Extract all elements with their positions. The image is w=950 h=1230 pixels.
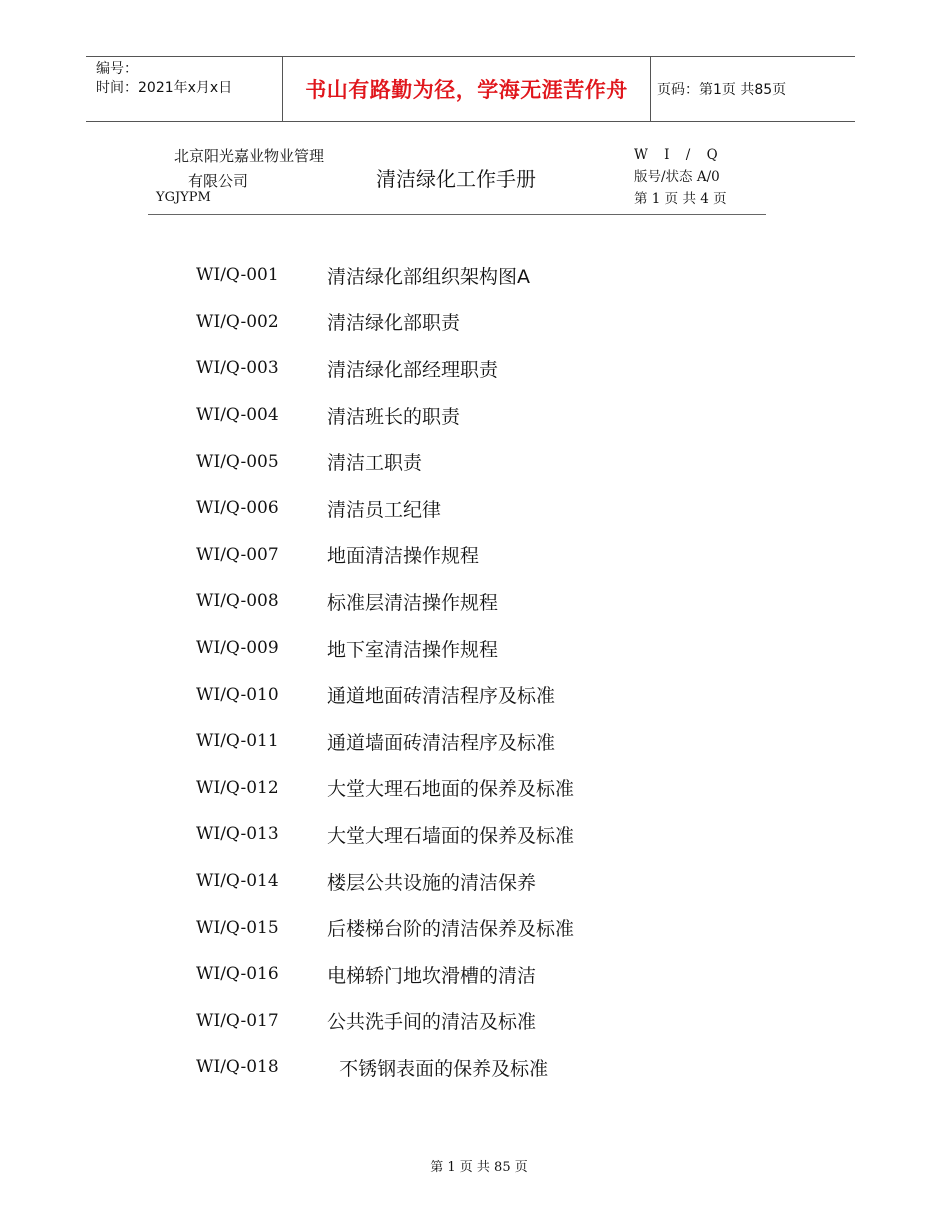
toc-code: WI/Q-006 bbox=[196, 498, 279, 519]
toc-row bbox=[196, 1044, 574, 1091]
motto: 书山有路勤为径，学海无涯苦作舟 bbox=[305, 78, 628, 102]
toc-row bbox=[196, 299, 574, 346]
toc-row bbox=[196, 252, 574, 299]
company-line-2: 有限公司 bbox=[188, 172, 249, 190]
page-code: 页码：第1页 共85页 bbox=[657, 82, 787, 98]
toc-code: WI/Q-017 bbox=[196, 1010, 279, 1031]
company-line-1: 北京阳光嘉业物业管理 bbox=[174, 147, 325, 165]
header-divider bbox=[148, 214, 766, 215]
header-motto-cell bbox=[283, 57, 651, 121]
toc-title: 清洁绿化部组织架构图A bbox=[327, 265, 530, 288]
toc-row bbox=[196, 392, 574, 439]
toc-title: 通道地面砖清洁程序及标准 bbox=[327, 685, 556, 708]
toc-title: 清洁绿化部职责 bbox=[327, 312, 461, 335]
toc-title: 清洁工职责 bbox=[327, 452, 423, 475]
toc-title: 清洁班长的职责 bbox=[327, 405, 461, 428]
header-table bbox=[86, 56, 855, 122]
toc-row bbox=[196, 765, 574, 812]
toc-code: WI/Q-012 bbox=[196, 777, 279, 798]
toc-title: 地面清洁操作规程 bbox=[327, 545, 480, 568]
toc-code: WI/Q-004 bbox=[196, 405, 279, 426]
toc-code: WI/Q-007 bbox=[196, 544, 279, 565]
doc-version: 版号/状态 A/0 bbox=[634, 169, 720, 185]
manual-title: 清洁绿化工作手册 bbox=[376, 167, 536, 191]
toc-code: WI/Q-003 bbox=[196, 358, 279, 379]
time-label: 时间：2021年x月x日 bbox=[96, 80, 233, 96]
toc-title: 清洁员工纪律 bbox=[327, 498, 442, 521]
toc-title: 后楼梯台阶的清洁保养及标准 bbox=[327, 918, 575, 941]
toc-row bbox=[196, 951, 574, 998]
toc-row bbox=[196, 998, 574, 1045]
toc-row bbox=[196, 625, 574, 672]
toc-title: 电梯轿门地坎滑槽的清洁 bbox=[327, 964, 537, 987]
toc-row bbox=[196, 438, 574, 485]
doc-meta bbox=[634, 144, 727, 210]
toc-code: WI/Q-009 bbox=[196, 638, 279, 659]
toc-row bbox=[196, 811, 574, 858]
header-page-cell bbox=[651, 57, 855, 121]
company-name bbox=[174, 144, 324, 194]
toc-code: WI/Q-011 bbox=[196, 731, 279, 752]
toc-code: WI/Q-016 bbox=[196, 964, 279, 985]
toc-title: 通道墙面砖清洁程序及标准 bbox=[327, 731, 556, 754]
toc-code: WI/Q-008 bbox=[196, 591, 279, 612]
toc-row bbox=[196, 532, 574, 579]
header-left-cell bbox=[86, 57, 283, 121]
table-of-contents bbox=[196, 252, 574, 1091]
doc-code: W I / Q bbox=[634, 147, 724, 163]
toc-code: WI/Q-005 bbox=[196, 451, 279, 472]
toc-code: WI/Q-010 bbox=[196, 684, 279, 705]
toc-row bbox=[196, 671, 574, 718]
toc-code: WI/Q-014 bbox=[196, 871, 279, 892]
toc-row bbox=[196, 718, 574, 765]
toc-row bbox=[196, 858, 574, 905]
toc-code: WI/Q-018 bbox=[196, 1057, 279, 1078]
toc-title: 地下室清洁操作规程 bbox=[327, 638, 499, 661]
toc-title: 楼层公共设施的清洁保养 bbox=[327, 871, 537, 894]
toc-code: WI/Q-015 bbox=[196, 917, 279, 938]
toc-title: 大堂大理石地面的保养及标准 bbox=[327, 778, 575, 801]
number-label: 编号： bbox=[96, 61, 138, 77]
toc-title: 标准层清洁操作规程 bbox=[327, 591, 499, 614]
toc-code: WI/Q-002 bbox=[196, 311, 279, 332]
toc-row bbox=[196, 345, 574, 392]
toc-title: 清洁绿化部经理职责 bbox=[327, 358, 499, 381]
toc-row bbox=[196, 904, 574, 951]
toc-row bbox=[196, 485, 574, 532]
toc-title: 公共洗手间的清洁及标准 bbox=[327, 1011, 537, 1034]
toc-code: WI/Q-013 bbox=[196, 824, 279, 845]
toc-title: 不锈钢表面的保养及标准 bbox=[327, 1057, 549, 1080]
doc-page: 第 1 页 共 4 页 bbox=[634, 191, 727, 207]
toc-title: 大堂大理石墙面的保养及标准 bbox=[327, 824, 575, 847]
company-code: YGJYPM bbox=[156, 190, 211, 205]
toc-row bbox=[196, 578, 574, 625]
page-footer: 第 1 页 共 85 页 bbox=[430, 1160, 528, 1175]
toc-code: WI/Q-001 bbox=[196, 265, 279, 286]
